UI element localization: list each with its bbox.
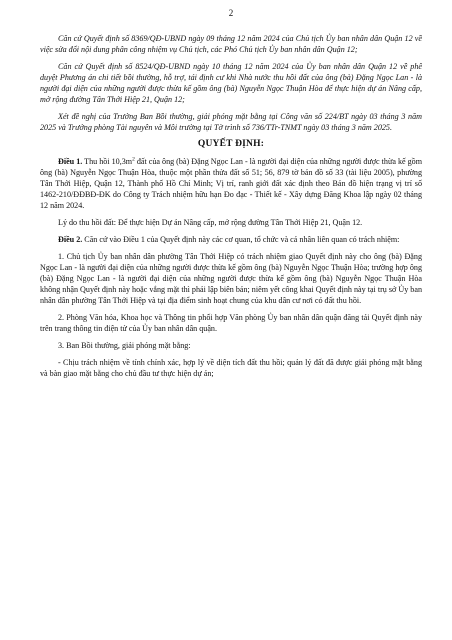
- article-2: [40, 234, 422, 245]
- article-1-text-pre: Thu hồi 10,3m: [82, 157, 133, 166]
- article-2-text: Căn cứ vào Điều 1 của Quyết định này các cơ quan, tổ chức và cá nhân liên quan có trách nhiệm:: [82, 235, 400, 244]
- article-2-item: 3. Ban Bồi thường, giải phóng mặt bằng:: [58, 341, 191, 350]
- article-2-item: 2. Phòng Văn hóa, Khoa học và Thông tin phối hợp Văn phòng Ủy ban nhân dân quận đăng tải Quyết định này trên trang thông tin điện tử của Ủy ban nhân dân quận.: [40, 313, 422, 333]
- article-1: [40, 156, 422, 211]
- article-1-label: Điều 1.: [58, 157, 83, 166]
- preamble-paragraph: Xét đề nghị của Trưởng Ban Bồi thường, giải phóng mặt bằng tại Công văn số 224/BT ngày 03 tháng 3 năm 2025 và Trưởng phòng Tài nguyên và Môi trường tại Tờ trình số 736/TTr-TNMT ngày 03 tháng 3 năm 2025.: [40, 112, 422, 132]
- article-1-superscript: 2: [132, 156, 135, 163]
- preamble-paragraph: Căn cứ Quyết định số 8524/QĐ-UBND ngày 10 tháng 12 năm 2024 của Ủy ban nhân dân Quận 12 về phê duyệt Phương án chi tiết bồi thường, hỗ trợ, tái định cư khi Nhà nước thu hồi đất của ông (bà) Đặng Ngọc Lan - là người đại diện của những người được thừa kế gồm ông (bà) Nguyễn Ngọc Thuận Hòa để thực hiện dự án Nâng cấp, mở rộng đường Tân Thới Hiệp 21, Quận 12;: [40, 62, 422, 104]
- article-2-label: Điều 2.: [58, 235, 83, 244]
- article-2-item: 1. Chủ tịch Ủy ban nhân dân phường Tân Thới Hiệp có trách nhiệm giao Quyết định này cho ông (bà) Đặng Ngọc Lan - là người đại diện của những người được thừa kế gồm ông (bà) Nguyễn Ngọc Thuận Hòa; trường hợp ông (bà) Đặng Ngọc Lan - là người đại diện của những người được thừa kế gồm ông (bà) Nguyễn Ngọc Thuận Hòa không nhận Quyết định này hoặc vắng mặt thì phải lập biên bản; niêm yết công khai Quyết định này tại trụ sở Ủy ban nhân dân phường Tân Thới Hiệp và tại địa điểm sinh hoạt chung của khu dân cư nơi có đất thu hồi.: [40, 252, 422, 305]
- article-2-item: - Chịu trách nhiệm về tính chính xác, hợp lý về diện tích đất thu hồi; quản lý đất đã được giải phóng mặt bằng và bàn giao mặt bằng cho chủ đầu tư thực hiện dự án;: [40, 358, 422, 378]
- decision-title: QUYẾT ĐỊNH:: [197, 139, 265, 149]
- article-1-text-post: đất của ông (bà) Đặng Ngọc Lan - là người đại diện của những người được thừa kế gồm ông (bà) Nguyễn Ngọc Thuận Hòa, thuộc một phần thửa đất số 51; 56, 879 tờ bản đồ số 33 (tài liệu 2005), phường Tân Thới Hiệp, Quận 12, Thành phố Hồ Chí Minh; Vị trí, ranh giới đất xác định theo Bản đồ hiện trạng vị trí số 1462-210/ĐĐBĐ-ĐK do Công ty Trách nhiệm hữu hạn Đo đạc - Thiết kế - Xây dựng Đăng Khoa lập ngày 02 tháng 12 năm 2024.: [40, 157, 423, 210]
- page-number: 2: [228, 8, 234, 18]
- reason-paragraph: Lý do thu hồi đất: Để thực hiện Dự án Nâng cấp, mở rộng đường Tân Thới Hiệp 21, Quận 12.: [58, 218, 363, 227]
- preamble-paragraph: Căn cứ Quyết định số 8369/QĐ-UBND ngày 09 tháng 12 năm 2024 của Chủ tịch Ủy ban nhân dân Quận 12 về việc sửa đổi nội dung phân công nhiệm vụ Chủ tịch, các Phó Chủ tịch Ủy ban nhân dân Quận 12;: [40, 34, 422, 54]
